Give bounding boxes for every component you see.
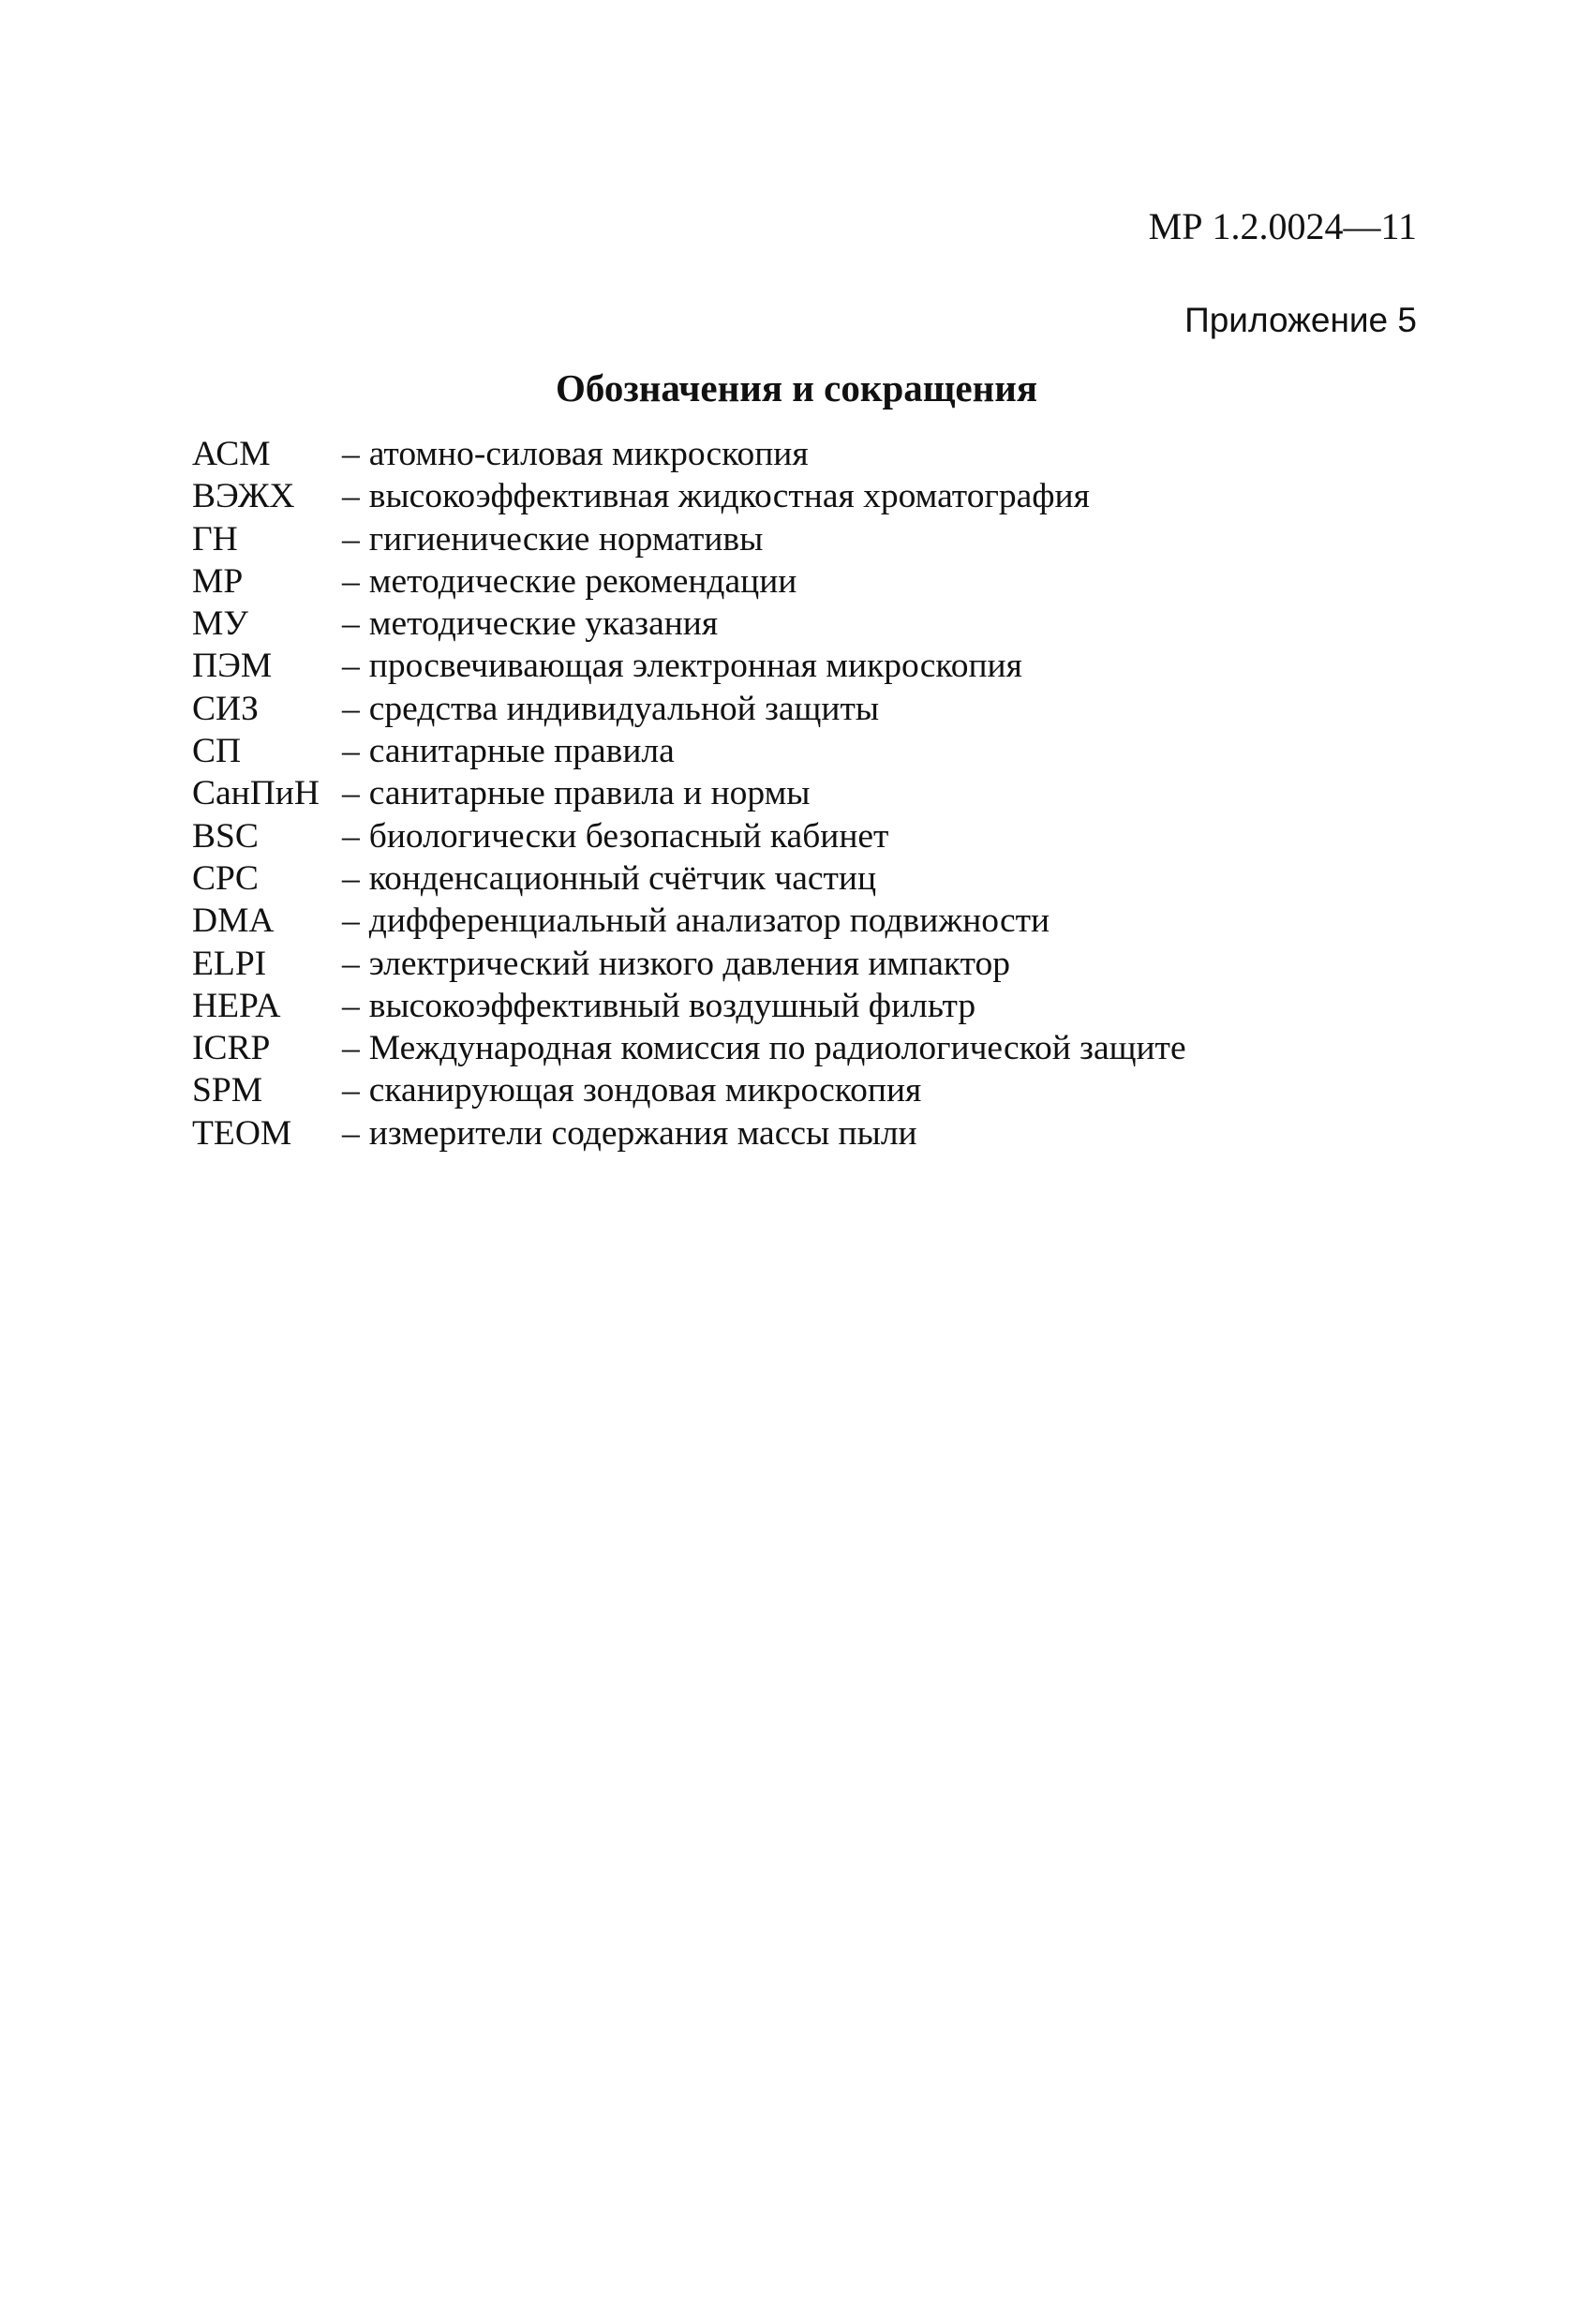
abbreviation-dash: – bbox=[342, 435, 360, 473]
abbreviation-term: CPC bbox=[192, 858, 259, 898]
abbreviation-row bbox=[192, 730, 1429, 772]
abbreviation-row bbox=[192, 900, 1429, 942]
abbreviation-row bbox=[192, 985, 1429, 1027]
abbreviation-row bbox=[192, 433, 1429, 475]
abbreviation-term: СП bbox=[192, 732, 242, 771]
abbreviation-definition: гигиенические нормативы bbox=[368, 519, 764, 559]
abbreviation-dash: – bbox=[342, 1029, 360, 1068]
abbreviation-row bbox=[192, 772, 1429, 814]
abbreviation-definition: высокоэффективный воздушный фильтр bbox=[368, 986, 976, 1025]
abbreviation-term: ELPI bbox=[192, 944, 267, 983]
abbreviation-term: МУ bbox=[192, 604, 248, 644]
abbreviation-row bbox=[192, 645, 1429, 687]
abbreviation-definition: измерители содержания массы пыли bbox=[368, 1113, 917, 1153]
abbreviation-definition: высокоэффективная жидкостная хроматография bbox=[368, 477, 1090, 516]
abbreviation-dash: – bbox=[342, 1071, 360, 1110]
abbreviation-term: HEPA bbox=[192, 986, 281, 1025]
abbreviation-dash: – bbox=[342, 944, 360, 983]
abbreviation-row bbox=[192, 1112, 1429, 1155]
abbreviation-term: МР bbox=[192, 561, 244, 601]
abbreviation-dash: – bbox=[342, 732, 360, 771]
abbreviation-row bbox=[192, 1027, 1429, 1069]
abbreviation-definition: средства индивидуальной защиты bbox=[368, 689, 880, 728]
abbreviation-row bbox=[192, 857, 1429, 900]
abbreviation-dash: – bbox=[342, 774, 360, 813]
abbreviation-definition: методические рекомендации bbox=[368, 561, 797, 601]
abbreviation-row bbox=[192, 688, 1429, 730]
abbreviation-definition: атомно-силовая микроскопия bbox=[368, 435, 809, 473]
abbreviation-definition: санитарные правила и нормы bbox=[368, 774, 811, 813]
abbreviation-term: BSC bbox=[192, 816, 259, 856]
abbreviation-dash: – bbox=[342, 816, 360, 856]
abbreviation-definition: биологически безопасный кабинет bbox=[368, 816, 889, 856]
abbreviation-row bbox=[192, 943, 1429, 985]
abbreviation-row bbox=[192, 1069, 1429, 1111]
abbreviation-term: АСМ bbox=[192, 435, 271, 473]
appendix-label: Приложение 5 bbox=[1184, 301, 1417, 339]
abbreviation-row bbox=[192, 603, 1429, 645]
abbreviation-dash: – bbox=[342, 1113, 360, 1153]
abbreviation-definition: электрический низкого давления импактор bbox=[368, 944, 1010, 983]
abbreviation-dash: – bbox=[342, 519, 360, 559]
abbreviation-definition: Международная комиссия по радиологической защите bbox=[368, 1029, 1186, 1068]
abbreviation-row bbox=[192, 560, 1429, 603]
abbreviation-dash: – bbox=[342, 858, 360, 898]
document-code: МР 1.2.0024—11 bbox=[1148, 205, 1417, 247]
abbreviation-definition: просвечивающая электронная микроскопия bbox=[368, 647, 1022, 686]
abbreviation-term: ICRP bbox=[192, 1029, 271, 1068]
abbreviation-term: SPM bbox=[192, 1071, 263, 1110]
abbreviation-definition: санитарные правила bbox=[368, 732, 675, 771]
section-title: Обозначения и сокращения bbox=[555, 366, 1038, 410]
abbreviation-dash: – bbox=[342, 901, 360, 941]
abbreviation-term: ПЭМ bbox=[192, 647, 273, 686]
abbreviation-dash: – bbox=[342, 647, 360, 686]
abbreviation-row bbox=[192, 475, 1429, 517]
abbreviation-dash: – bbox=[342, 604, 360, 644]
abbreviation-row bbox=[192, 518, 1429, 560]
abbreviation-definition: сканирующая зондовая микроскопия bbox=[368, 1071, 922, 1110]
abbreviation-definition: конденсационный счётчик частиц bbox=[368, 858, 877, 898]
abbreviation-dash: – bbox=[342, 689, 360, 728]
abbreviation-term: TEOM bbox=[192, 1113, 292, 1153]
abbreviation-term: ВЭЖХ bbox=[192, 477, 295, 516]
abbreviation-term: DMA bbox=[192, 901, 275, 941]
abbreviation-dash: – bbox=[342, 477, 360, 516]
abbreviation-list bbox=[192, 433, 1429, 1155]
abbreviation-dash: – bbox=[342, 561, 360, 601]
abbreviation-dash: – bbox=[342, 986, 360, 1025]
abbreviation-term: СИЗ bbox=[192, 689, 259, 728]
abbreviation-definition: методические указания bbox=[368, 604, 719, 644]
abbreviation-term: ГН bbox=[192, 519, 238, 559]
abbreviation-row bbox=[192, 815, 1429, 857]
abbreviation-definition: дифференциальный анализатор подвижности bbox=[368, 901, 1050, 941]
abbreviation-term: СанПиН bbox=[192, 774, 320, 813]
